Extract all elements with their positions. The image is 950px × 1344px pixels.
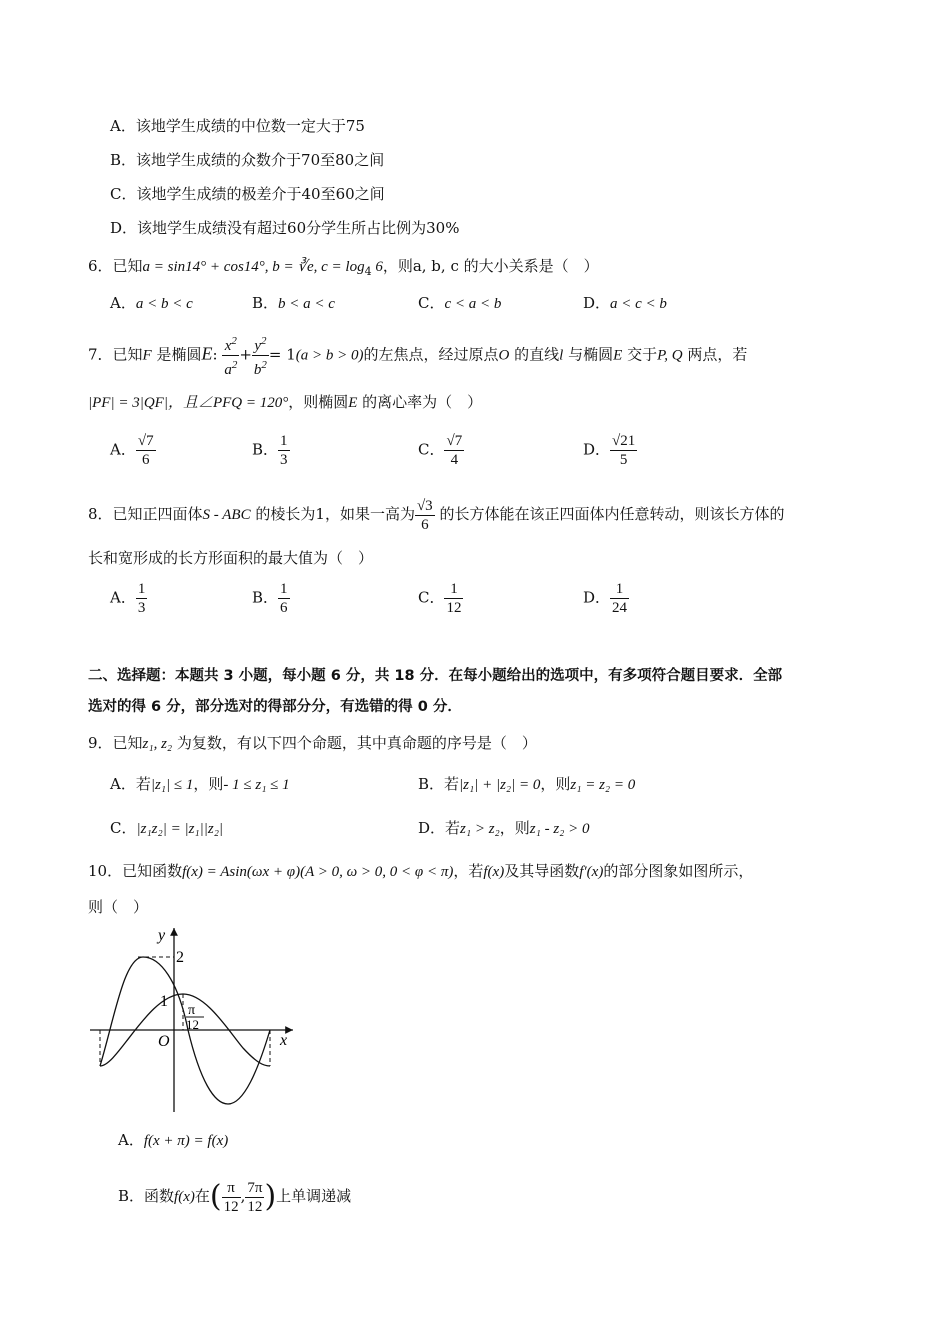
tick-label-1: 1 (160, 993, 168, 1010)
q5-option-b: B．该地学生成绩的众数介于70至80之间 (110, 151, 385, 169)
q7-stem: 7．已知F 是椭圆E: $\frac{x^2}{a^2}$ + $\frac{y^2}{b^2}$ = 1(a > b > 0)的左焦点，经过原点O 的直线l 与椭圆E 交于P, Q 两点，若 (88, 332, 747, 379)
q6-option-c: C．c < a < b (418, 294, 502, 312)
q6-expression: a = sin14° + cos14°, b = ∛e, c = log (142, 259, 365, 275)
q6-option-a: A．a < b < c (110, 294, 193, 312)
q10-function-def: f(x) = Asin(ωx + φ)(A > 0, ω > 0, 0 < φ < π) (182, 864, 454, 880)
q9-option-c: C．|z₁z₂| = |z₁||z₂| (110, 819, 224, 837)
q5-option-a: A．该地学生成绩的中位数一定大于75 (110, 117, 365, 135)
q9-option-d: D．若z₁ > z₂，则z₁ - z₂ > 0 (418, 819, 590, 837)
q7-ellipse-x-term: $\frac{x^2}{a^2}$ (222, 332, 239, 379)
q9-option-b: B．若|z₁| + |z₂| = 0，则z₁ = z₂ = 0 (418, 775, 636, 793)
section2-heading-line2: 选对的得 6 分，部分选对的得部分分，有选错的得 0 分． (88, 699, 462, 715)
q10-stem: 10．已知函数f(x) = Asin(ωx + φ)(A > 0, ω > 0, 0 < φ < π)，若f(x)及其导函数f′(x)的部分图象如图所示， (88, 862, 754, 880)
q7-ellipse-y-term: $\frac{y^2}{b^2}$ (252, 332, 269, 379)
q6-option-b: B．b < a < c (252, 294, 335, 312)
function-graph (88, 920, 300, 1120)
q6-stem: 6．已知a = sin14° + cos14°, b = ∛e, $c = \log_4 6$，则a, b, c 的大小关系是（ ） (88, 257, 599, 278)
q5-option-c: C．该地学生成绩的极差介于40至60之间 (110, 185, 385, 203)
q8-height-fraction: $\frac{√3}{6}$ (416, 497, 433, 533)
q6-log-base: 4 (364, 265, 372, 278)
origin-label: O (158, 1033, 170, 1050)
tick-label-2: 2 (176, 949, 184, 966)
q9-option-a: A．若|z₁| ≤ 1，则- 1 ≤ z₁ ≤ 1 (110, 775, 290, 793)
y-axis-label: y (158, 927, 166, 944)
q8-stem-line2: 长和宽形成的长方形面积的最大值为（ ） (88, 549, 374, 567)
q8-option-d: D． $\frac{1}{24}$ (583, 581, 628, 616)
q5-option-d: D．该地学生成绩没有超过60分学生所占比例为30% (110, 219, 460, 237)
q7-option-c: C． $\frac{√7}{4}$ (418, 433, 463, 468)
q9-stem: 9．已知z₁, z₂ 为复数，有以下四个命题，其中真命题的序号是（ ） (88, 734, 537, 752)
q7-option-d: D． $\frac{√21}{5}$ (583, 433, 636, 468)
q8-option-a: A． $\frac{1}{3}$ (110, 581, 146, 616)
q6-option-d: D．a < c < b (583, 294, 667, 312)
q7-stem-line2: |PF| = 3|QF|，且∠PFQ = 120°，则椭圆E 的离心率为（ ） (88, 393, 483, 411)
tick-pi-denominator: 12 (186, 1017, 199, 1032)
q10-stem-line2: 则（ ） (88, 898, 149, 916)
q10-option-b: B．函数f(x)在( $\frac{\pi}{12}$ , $\frac{7\pi}{12}$ )上单调递减 (118, 1179, 352, 1215)
x-axis-label: x (280, 1032, 288, 1049)
q7-option-a: A． $\frac{√7}{6}$ (110, 433, 154, 468)
section2-heading-line1: 二、选择题：本题共 3 小题，每小题 6 分，共 18 分．在每小题给出的选项中，有多项符合题目要求．全部 (88, 668, 783, 684)
q10-option-a: A．f(x + π) = f(x) (118, 1131, 229, 1149)
tick-pi-numerator: π (188, 1003, 196, 1018)
q7-option-b: B． $\frac{1}{3}$ (252, 433, 288, 468)
q8-option-c: C． $\frac{1}{12}$ (418, 581, 462, 616)
q8-option-b: B． $\frac{1}{6}$ (252, 581, 288, 616)
q8-stem: 8．已知正四面体S - ABC 的棱长为1，如果一高为 $\frac{√3}{6}$ 的长方体能在该正四面体内任意转动，则该长方体的 (88, 497, 785, 533)
